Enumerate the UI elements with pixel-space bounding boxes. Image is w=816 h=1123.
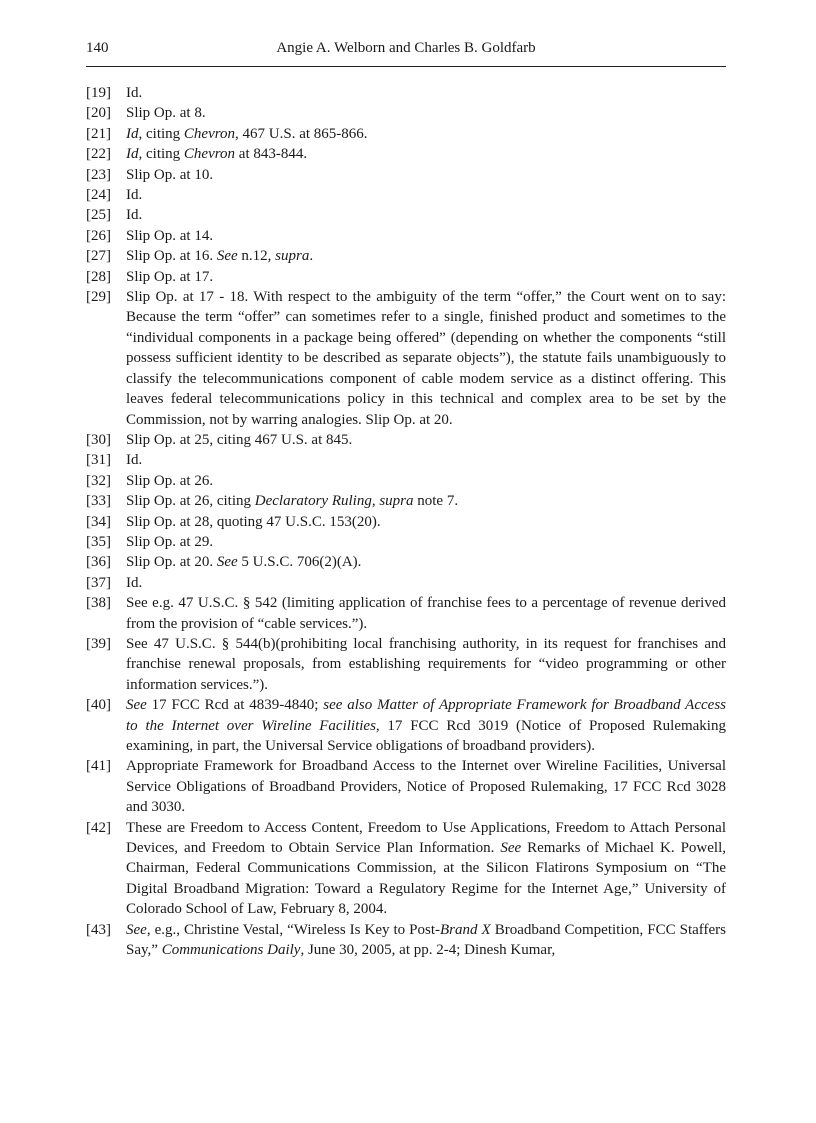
- endnote: [86, 695, 726, 756]
- endnote: [86, 287, 726, 430]
- endnote-text: [126, 573, 726, 593]
- endnote-number: [33]: [86, 493, 111, 510]
- endnote-text: [126, 165, 726, 185]
- italic-text-run: Id: [126, 146, 139, 163]
- endnote-text: [126, 695, 726, 756]
- endnote: [86, 185, 726, 205]
- text-run: Remarks of Michael K. Powell, Chairman, Federal Communications Commission, at the Silicon Flatirons Symposium on “The Digital Broadband Migration: Toward a Regulatory Regime for the Internet Age,” University of Colorado School of Law, February 8, 2004.: [126, 840, 726, 918]
- endnote: [86, 246, 726, 266]
- text-run: .: [309, 248, 314, 265]
- endnote-text: [126, 491, 726, 511]
- endnote-text: [126, 205, 726, 225]
- endnote-text: [126, 512, 726, 532]
- endnote-number: [40]: [86, 697, 111, 714]
- italic-text-run: See: [126, 697, 147, 714]
- text-run: , 467 U.S. at 865-866.: [235, 125, 368, 142]
- endnote: [86, 573, 726, 593]
- italic-text-run: Communications Daily: [161, 942, 301, 959]
- endnote-number: [27]: [86, 248, 111, 265]
- endnote-text: [126, 103, 726, 123]
- italic-text-run: Id: [126, 125, 139, 142]
- endnote: [86, 124, 726, 144]
- endnote-text: [126, 226, 726, 246]
- text-run: note 7.: [413, 493, 459, 510]
- text-run: Slip Op. at 29.: [126, 533, 214, 550]
- endnote-number: [34]: [86, 513, 111, 530]
- endnote: [86, 491, 726, 511]
- text-run: See 47 U.S.C. § 544(b)(prohibiting local franchising authority, in its request for franchises and franchise renewal proposals, from establishing requirements for “video programming or other information services.”).: [126, 635, 726, 693]
- endnote-number: [22]: [86, 146, 111, 163]
- text-run: Appropriate Framework for Broadband Access to the Internet over Wireline Facilities, Universal Service Obligations of Broadband Providers, Notice of Proposed Rulemaking, 17 FCC Rcd 3028 and 3030.: [126, 758, 726, 816]
- endnote: [86, 634, 726, 695]
- text-run: Broadband Competition, FCC Staffers Say,”: [126, 921, 726, 959]
- text-run: Id.: [126, 207, 143, 224]
- endnote-text: [126, 818, 726, 920]
- text-run: Slip Op. at 17 - 18. With respect to the ambiguity of the term “offer,” the Court went on to say: Because the term “offer” can sometimes refer to a single, finished product and sometimes to the “individual components in a package being offered” (depending on whether the components “still possess sufficient identity to be described as separate objects”), the statute fails unambiguously to classify the telecommunications component of cable modem service as a distinct offering. This leaves federal telecommunications policy in this technical and complex area to be set by the Commission, not by warring analogies. Slip Op. at 20.: [126, 289, 726, 428]
- italic-text-run: Chevron: [183, 146, 236, 163]
- endnote-number: [42]: [86, 819, 111, 836]
- endnote: [86, 226, 726, 246]
- endnote: [86, 144, 726, 164]
- italic-text-run: Brand X: [440, 921, 491, 938]
- endnote: [86, 450, 726, 470]
- page-number: 140: [86, 40, 109, 56]
- endnote-text: [126, 287, 726, 430]
- text-run: Slip Op. at 26.: [126, 472, 214, 489]
- endnote-text: [126, 634, 726, 695]
- endnote-text: [126, 185, 726, 205]
- text-run: Slip Op. at 25, citing 467 U.S. at 845.: [126, 431, 353, 448]
- italic-text-run: See: [216, 248, 238, 265]
- endnote: [86, 512, 726, 532]
- text-run: These are Freedom to Access Content, Freedom to Use Applications, Freedom to Attach Personal Devices, and Freedom to Obtain Service Plan Information.: [126, 819, 726, 857]
- endnote-number: [25]: [86, 207, 111, 224]
- endnote: [86, 756, 726, 817]
- endnote-number: [38]: [86, 595, 111, 612]
- endnote-text: [126, 450, 726, 470]
- endnote-number: [20]: [86, 105, 111, 122]
- text-run: Slip Op. at 10.: [126, 166, 214, 183]
- text-run: n.12,: [237, 248, 276, 265]
- text-run: Slip Op. at 20.: [126, 554, 217, 571]
- endnote-number: [29]: [86, 289, 111, 306]
- endnote-number: [32]: [86, 472, 111, 489]
- endnote: [86, 552, 726, 572]
- text-run: , 17 FCC Rcd 3019 (Notice of Proposed Rulemaking examining, in part, the Universal Service obligations of broadband providers).: [126, 717, 726, 754]
- endnote-number: [26]: [86, 227, 111, 244]
- endnote-number: [24]: [86, 187, 111, 204]
- endnote-text: [126, 144, 726, 164]
- text-run: , e.g., Christine Vestal, “Wireless Is Key to Post-: [146, 921, 441, 938]
- endnote-number: [43]: [86, 921, 111, 938]
- text-run: Id.: [126, 452, 143, 469]
- running-title: Angie A. Welborn and Charles B. Goldfarb: [276, 40, 536, 56]
- endnote-text: [126, 124, 726, 144]
- text-run: at 843-844.: [235, 146, 308, 163]
- text-run: Slip Op. at 14.: [126, 227, 214, 244]
- endnote-text: [126, 532, 726, 552]
- endnote: [86, 83, 726, 103]
- text-run: Slip Op. at 26, citing: [126, 493, 255, 510]
- endnote-number: [30]: [86, 431, 111, 448]
- endnote: [86, 205, 726, 225]
- text-run: , citing: [138, 146, 184, 163]
- endnote: [86, 593, 726, 634]
- endnote: [86, 430, 726, 450]
- italic-text-run: Chevron: [183, 125, 236, 142]
- endnotes-list: [86, 83, 726, 960]
- text-run: Slip Op. at 16.: [126, 248, 217, 265]
- endnote-text: [126, 552, 726, 572]
- endnote: [86, 818, 726, 920]
- italic-text-run: See: [500, 840, 522, 857]
- text-run: Slip Op. at 17.: [126, 268, 214, 285]
- text-run: Id.: [126, 85, 143, 101]
- italic-text-run: Declaratory Ruling: [254, 493, 372, 510]
- endnote: [86, 267, 726, 287]
- endnote: [86, 165, 726, 185]
- text-run: See e.g. 47 U.S.C. § 542 (limiting application of franchise fees to a percentage of revenue derived from the provision of “cable services.”).: [126, 595, 726, 632]
- endnote-text: [126, 83, 726, 103]
- endnote-text: [126, 430, 726, 450]
- endnote: [86, 920, 726, 961]
- endnote-number: [21]: [86, 125, 111, 142]
- endnote: [86, 471, 726, 491]
- endnote-number: [19]: [86, 85, 111, 101]
- endnote-number: [35]: [86, 533, 111, 550]
- endnote-text: [126, 246, 726, 266]
- italic-text-run: supra: [275, 248, 310, 265]
- text-run: 17 FCC Rcd at 4839-4840;: [146, 697, 324, 714]
- italic-text-run: See: [216, 554, 238, 571]
- italic-text-run: See: [126, 921, 147, 938]
- endnote-text: [126, 756, 726, 817]
- text-run: 5 U.S.C. 706(2)(A).: [237, 554, 362, 571]
- endnote-text: [126, 593, 726, 634]
- endnote-text: [126, 920, 726, 961]
- endnote-number: [23]: [86, 166, 111, 183]
- text-run: Id.: [126, 574, 143, 591]
- endnote: [86, 103, 726, 123]
- endnote: [86, 532, 726, 552]
- text-run: , citing: [138, 125, 184, 142]
- endnote-number: [31]: [86, 452, 111, 469]
- running-header: [86, 38, 726, 67]
- endnote-number: [39]: [86, 635, 111, 652]
- text-run: Slip Op. at 28, quoting 47 U.S.C. 153(20).: [126, 513, 381, 530]
- endnote-number: [41]: [86, 758, 111, 775]
- endnote-text: [126, 471, 726, 491]
- text-run: Id.: [126, 187, 143, 204]
- text-run: Slip Op. at 8.: [126, 105, 206, 122]
- text-run: , June 30, 2005, at pp. 2-4; Dinesh Kumar,: [300, 942, 556, 959]
- endnote-number: [28]: [86, 268, 111, 285]
- endnote-text: [126, 267, 726, 287]
- endnote-number: [36]: [86, 554, 111, 571]
- italic-text-run: supra: [379, 493, 414, 510]
- text-run: ,: [371, 493, 380, 510]
- endnote-number: [37]: [86, 574, 111, 591]
- italic-text-run: see also Matter of Appropriate Framework for Broadband Access to the Internet over Wireline Facilities: [126, 697, 726, 734]
